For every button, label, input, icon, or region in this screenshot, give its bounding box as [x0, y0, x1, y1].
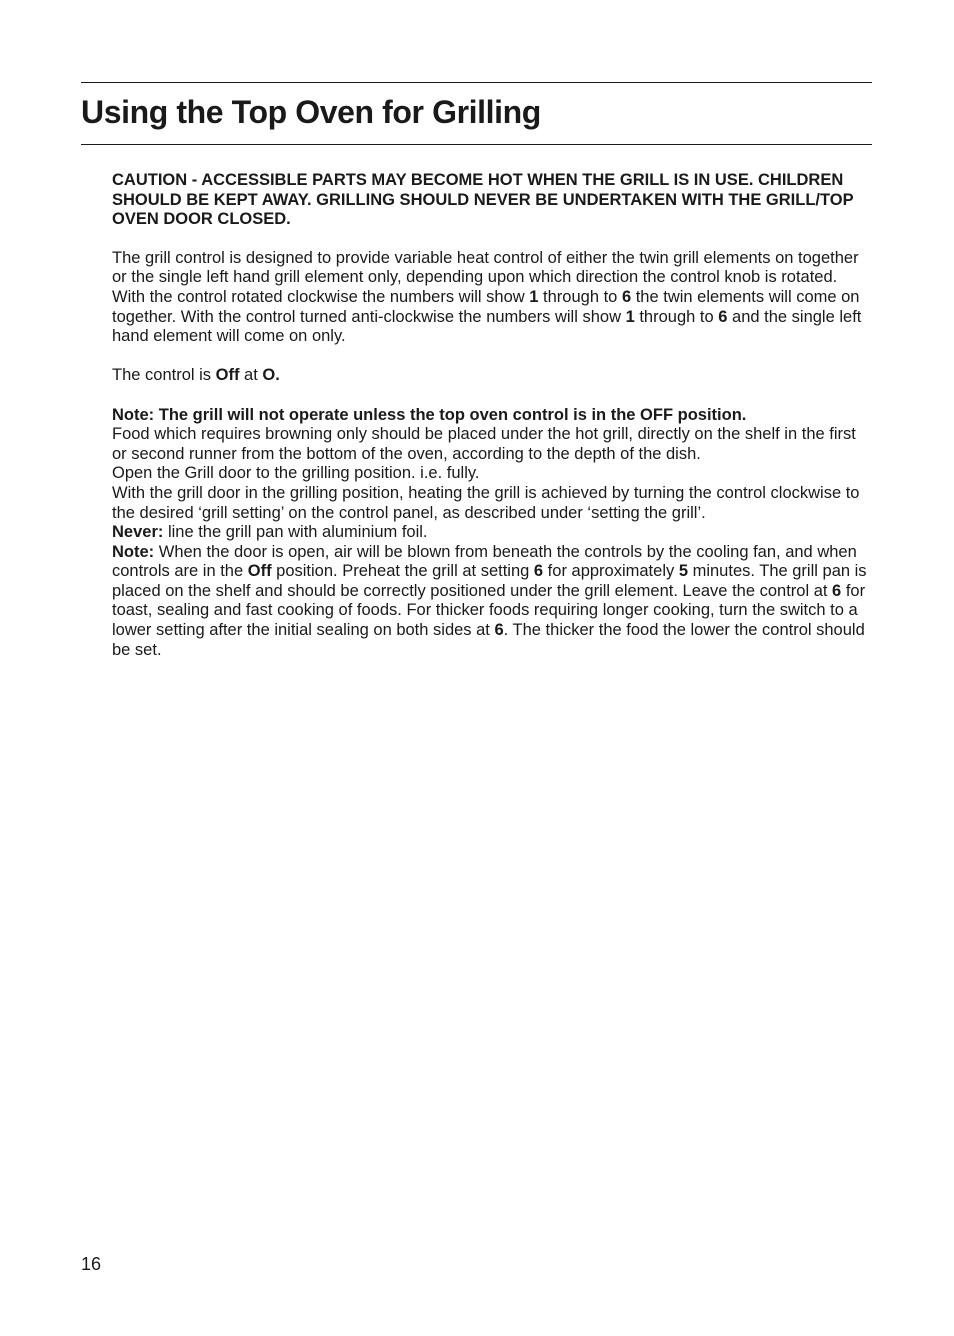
- caution-paragraph: CAUTION - ACCESSIBLE PARTS MAY BECOME HOT WHEN THE GRILL IS IN USE. CHILDREN SHOULD BE KEPT AWAY. GRILLING SHOULD NEVER BE UNDERTAKEN WITH THE GRILL/TOP OVEN DOOR CLOSED.: [112, 171, 854, 229]
- never-text: line the grill pan with aluminium foil.: [163, 523, 428, 542]
- control-off-paragraph: [112, 366, 874, 386]
- page-title: Using the Top Oven for Grilling: [81, 94, 541, 130]
- intro-text: The grill control is designed to provide variable heat control of either the twin grill elements on together or the single left hand grill element only, depending upon which direction the control knob is rotated. With the control rotated clockwise the numbers will show: [112, 248, 859, 306]
- intro-text: through to: [634, 307, 719, 326]
- note2-paragraph: [112, 543, 874, 661]
- never-label: Never:: [112, 523, 164, 542]
- title-top-rule: [81, 82, 872, 83]
- minutes-number: 5: [678, 562, 689, 581]
- note-text: for approximately: [543, 562, 679, 581]
- note-text: . The thicker the food the lower the control should be set.: [112, 621, 865, 659]
- note-heading: Note: The grill will not operate unless the top oven control is in the OFF position.: [112, 405, 747, 424]
- door-paragraph: Open the Grill door to the grilling position. i.e. fully.: [112, 464, 480, 483]
- setting-number: 1: [625, 307, 635, 326]
- never-paragraph: [112, 523, 874, 543]
- setting-number: 6: [718, 307, 728, 326]
- title-bottom-rule: [81, 144, 872, 145]
- intro-text: and the single left hand element will come on only.: [112, 307, 862, 346]
- zero-position-label: O.: [262, 366, 280, 385]
- intro-paragraph: [112, 249, 874, 347]
- heating-paragraph: With the grill door in the grilling position, heating the grill is achieved by turning the control clockwise to the desired ‘grill setting’ on the control panel, as described under ‘setting the grill’.: [112, 483, 860, 522]
- note-text: position. Preheat the grill at setting: [271, 562, 534, 581]
- page-content: [112, 171, 874, 660]
- intro-text: through to: [538, 287, 622, 306]
- off-label: Off: [247, 562, 272, 581]
- page-number: 16: [81, 1254, 102, 1274]
- food-paragraph: Food which requires browning only should be placed under the hot grill, directly on the shelf in the first or second runner from the bottom of the oven, according to the depth of the dish.: [112, 425, 856, 463]
- intro-text: the twin elements will come on together. With the control turned anti-clockwise the numbers will show: [112, 287, 860, 326]
- setting-number: 6: [533, 562, 544, 581]
- note-text: minutes. The grill pan is placed on the shelf and should be correctly positioned under the grill element. Leave the control at: [112, 562, 867, 600]
- control-text: The control is: [112, 366, 216, 385]
- note-label: Note:: [112, 542, 155, 561]
- setting-number: 6: [494, 621, 504, 640]
- note-text: for toast, sealing and fast cooking of foods. For thicker foods requiring longer cooking, turn the switch to a lower setting after the initial sealing on both sides at: [112, 581, 866, 640]
- setting-number: 1: [529, 287, 539, 306]
- control-text: at: [239, 366, 263, 385]
- setting-number: 6: [832, 581, 842, 600]
- note-text: When the door is open, air will be blown from beneath the controls by the cooling fan, and when controls are in the: [112, 542, 857, 581]
- off-label: Off: [215, 366, 240, 385]
- setting-number: 6: [621, 287, 632, 306]
